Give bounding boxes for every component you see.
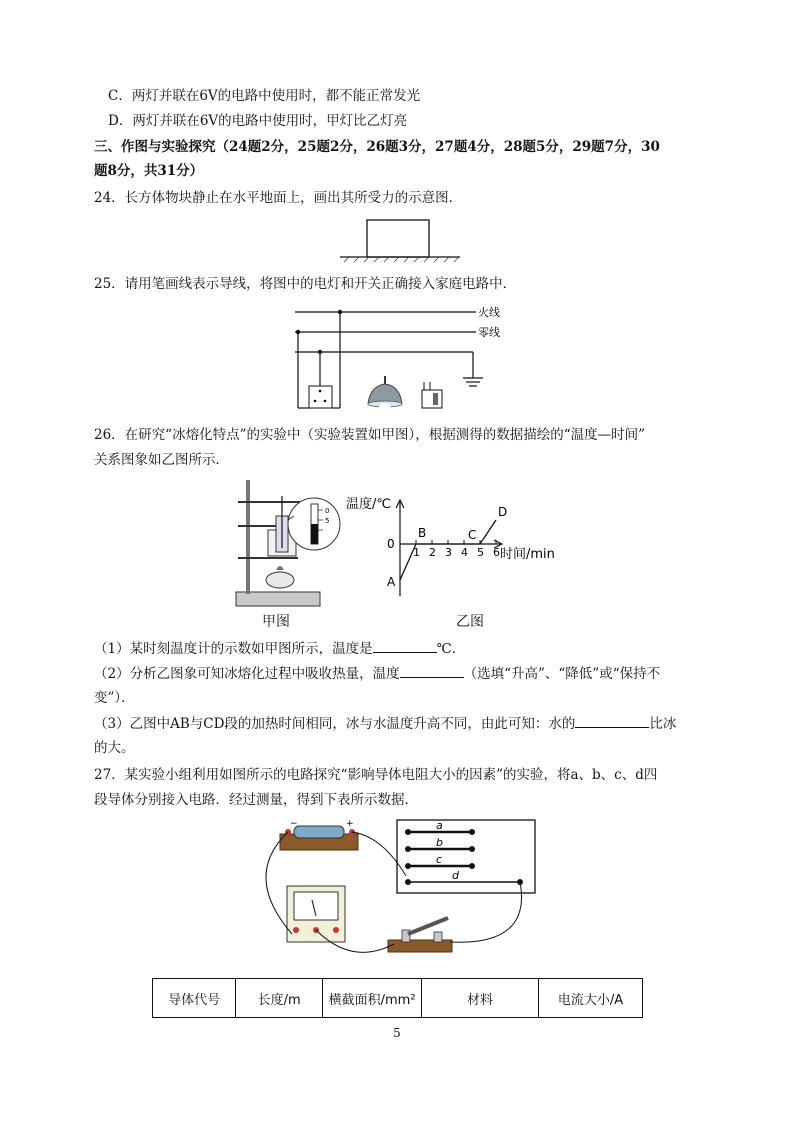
q24-text: 24．长方体物块静止在水平地面上，画出其所受力的示意图． [94, 190, 463, 206]
conductor-label-a: a [436, 819, 443, 832]
table-header-cell: 电流大小/A [539, 979, 643, 1018]
point-label-c: C [468, 528, 477, 542]
wire-terminal [405, 879, 411, 885]
point-label-d: D [498, 505, 508, 519]
x-tick-label: 2 [429, 546, 436, 559]
wire-terminal [469, 863, 475, 869]
table-header-cell: 长度/m [236, 979, 323, 1018]
table-header-cell: 导体代号 [153, 979, 236, 1018]
table-header-row [153, 979, 643, 1018]
q26-part2-hint: （选填“升高”、“降低”或“保持不 [463, 666, 661, 682]
x-tick-label: 6 [493, 546, 500, 559]
q26-part2 [94, 663, 660, 684]
page-number: 5 [393, 1026, 401, 1040]
table-header-cell: 材料 [422, 979, 539, 1018]
block-rect [367, 220, 429, 257]
q26-part1-text: （1）某时刻温度计的示数如甲图所示，温度是 [94, 641, 373, 657]
point-label-b: B [418, 526, 427, 540]
answer-blank-temperature-change[interactable] [400, 663, 464, 678]
svg-text:−: − [290, 819, 298, 829]
x-tick-label: 1 [413, 546, 420, 559]
ground-hatch [344, 257, 459, 262]
q26-part3-tail: 比冰 [649, 716, 677, 732]
conductor-label-b: b [436, 836, 443, 849]
q26-part1 [94, 638, 465, 659]
neutral-wire-label: 零线 [478, 326, 500, 339]
q27-circuit-figure [262, 816, 542, 968]
thermometer-tick-label: 0 [325, 507, 330, 515]
x-tick-label: 4 [461, 546, 468, 559]
lamp-icon [368, 376, 402, 409]
wire-terminal [405, 829, 411, 835]
section-heading-line1: 三、作图与实验探究（24题2分，25题2分，26题3分，27题4分，28题5分，29题7分，30 [94, 139, 660, 155]
q27-line1: 27．某实验小组利用如图所示的电路探究“影响导体电阻大小的因素”的实验，将a、b、c、d四 [94, 767, 658, 783]
stand-base [236, 592, 320, 606]
answer-blank-temperature[interactable] [373, 638, 437, 653]
q26-part1-unit: ℃． [436, 641, 466, 657]
alcohol-lamp [266, 572, 294, 588]
wire-terminal [405, 846, 411, 852]
battery-icon [294, 826, 344, 838]
x-tick-label: 3 [445, 546, 452, 559]
y-axis-label: 温度/℃ [346, 497, 391, 512]
wire-terminal [405, 863, 411, 869]
socket-icon [309, 386, 332, 408]
conductor-data-table [152, 978, 643, 1018]
apparatus-figure-jia [232, 476, 347, 611]
q26-part3-text: （3）乙图中AB与CD段的加热时间相同，冰与水温度升高不同，由此可知：水的 [94, 716, 576, 732]
q26-line1: 26．在研究“冰熔化特点”的实验中（实验装置如甲图），根据测得的数据描绘的“温度—时间” [94, 427, 646, 443]
section-heading-line2: 题8分，共31分） [94, 163, 204, 179]
q26-part2-text: （2）分析乙图象可知冰熔化过程中吸收热量，温度 [94, 666, 400, 682]
origin-label: 0 [387, 537, 395, 551]
option-d: D．两灯并联在6V的电路中使用时，甲灯比乙灯亮 [108, 113, 408, 129]
x-tick-label: 5 [477, 546, 484, 559]
q26-part3 [94, 713, 676, 734]
knife-switch-icon [388, 918, 452, 952]
q26-part2-cont: 变”）． [94, 690, 135, 706]
fire-wire-label: 火线 [478, 306, 500, 319]
answer-blank-specific-heat[interactable] [575, 713, 649, 728]
caption-jia: 甲图 [262, 614, 290, 630]
caption-yi: 乙图 [456, 614, 484, 630]
point-label-a: A [387, 575, 396, 589]
q26-part3-cont: 的大。 [94, 740, 135, 756]
earth-symbol-icon [463, 378, 483, 386]
q25-text: 25．请用笔画线表示导线，将图中的电灯和开关正确接入家庭电路中． [94, 276, 517, 292]
svg-text:+: + [346, 819, 354, 829]
q27-line2: 段导体分别接入电路．经过测量，得到下表所示数据． [94, 792, 418, 808]
q24-block-figure [340, 216, 460, 264]
table-header-cell: 横截面积/mm² [323, 979, 422, 1018]
wire-terminal [469, 846, 475, 852]
x-axis-label: 时间/min [500, 547, 555, 562]
q26-line2: 关系图象如乙图所示． [94, 452, 229, 468]
stand-rod [246, 480, 250, 594]
q25-circuit-figure [290, 300, 510, 415]
switch-icon [422, 382, 442, 408]
option-c: C．两灯并联在6V的电路中使用时，都不能正常发光 [108, 88, 421, 104]
conductor-label-c: c [436, 853, 443, 866]
wire-terminal [469, 829, 475, 835]
temperature-time-chart [340, 486, 565, 606]
conductor-label-d: d [452, 869, 459, 882]
thermometer-tick-label: 5 [325, 517, 330, 525]
ammeter-icon [287, 886, 345, 942]
